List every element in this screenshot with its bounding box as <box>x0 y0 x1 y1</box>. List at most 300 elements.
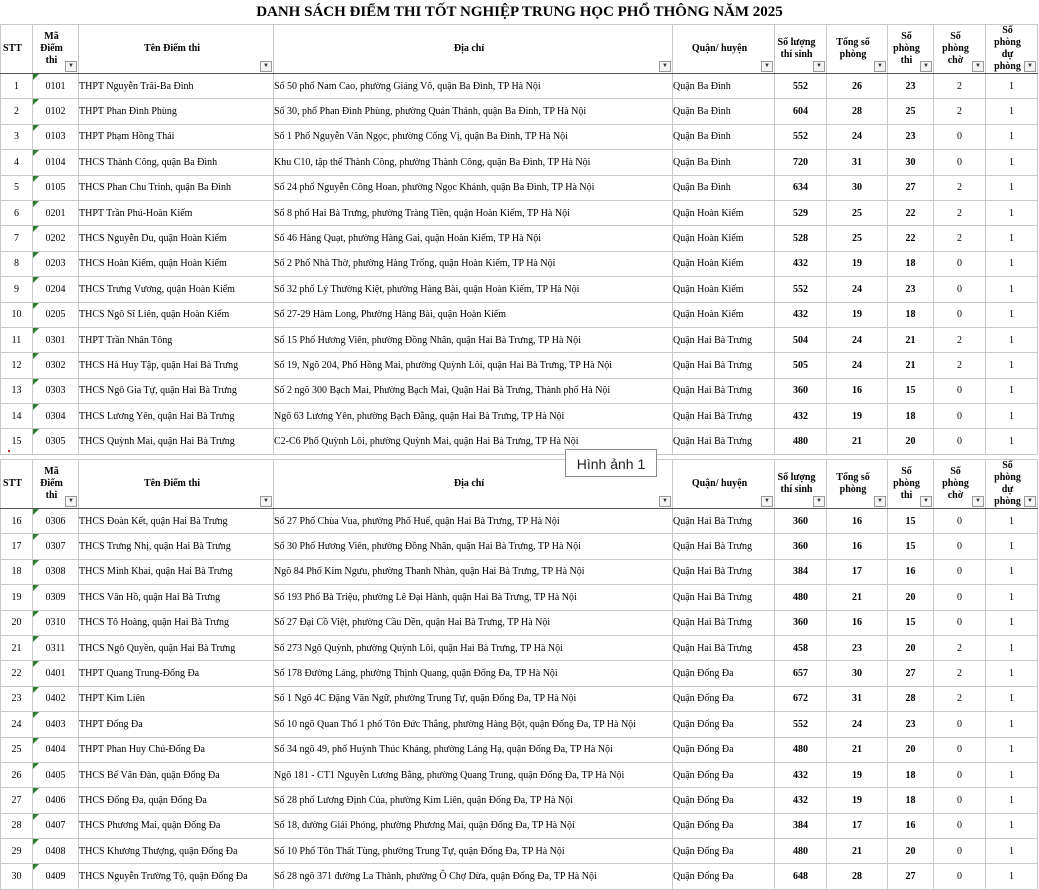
reserve-rooms-cell[interactable]: 1 <box>986 686 1038 711</box>
stt-cell[interactable]: 17 <box>1 534 33 559</box>
reserve-rooms-cell[interactable]: 1 <box>986 762 1038 787</box>
exam-rooms-cell[interactable]: 30 <box>888 150 934 175</box>
name-cell[interactable]: THCS Đoàn Kết, quận Hai Bà Trưng <box>79 509 274 534</box>
name-cell[interactable]: THCS Bế Văn Đàn, quận Đống Đa <box>79 762 274 787</box>
total-rooms-cell[interactable]: 25 <box>827 200 888 225</box>
candidates-cell[interactable]: 672 <box>775 686 827 711</box>
waiting-rooms-cell[interactable]: 0 <box>934 712 986 737</box>
district-cell[interactable]: Quận Hai Bà Trưng <box>673 353 775 378</box>
waiting-rooms-cell[interactable]: 0 <box>934 788 986 813</box>
exam-rooms-cell[interactable]: 27 <box>888 175 934 200</box>
total-rooms-cell[interactable]: 16 <box>827 610 888 635</box>
filter-dropdown-icon[interactable]: ▼ <box>1024 61 1036 72</box>
total-rooms-cell[interactable]: 19 <box>827 404 888 429</box>
stt-cell[interactable]: 11 <box>1 327 33 352</box>
district-cell[interactable]: Quận Đống Đa <box>673 737 775 762</box>
filter-dropdown-icon[interactable]: ▼ <box>813 61 825 72</box>
waiting-rooms-cell[interactable]: 2 <box>934 226 986 251</box>
total-rooms-cell[interactable]: 26 <box>827 74 888 99</box>
exam-rooms-cell[interactable]: 21 <box>888 327 934 352</box>
waiting-rooms-cell[interactable]: 0 <box>934 534 986 559</box>
code-cell[interactable]: 0403 <box>33 712 79 737</box>
stt-cell[interactable]: 4 <box>1 150 33 175</box>
waiting-rooms-cell[interactable]: 0 <box>934 864 986 889</box>
district-cell[interactable]: Quận Hoàn Kiếm <box>673 226 775 251</box>
name-cell[interactable]: THCS Ngô Sĩ Liên, quận Hoàn Kiếm <box>79 302 274 327</box>
filter-dropdown-icon[interactable]: ▼ <box>260 496 272 507</box>
code-cell[interactable]: 0408 <box>33 839 79 864</box>
reserve-rooms-cell[interactable]: 1 <box>986 610 1038 635</box>
district-cell[interactable]: Quận Hai Bà Trưng <box>673 404 775 429</box>
reserve-rooms-cell[interactable]: 1 <box>986 378 1038 403</box>
district-cell[interactable]: Quận Ba Đình <box>673 124 775 149</box>
code-cell[interactable]: 0407 <box>33 813 79 838</box>
waiting-rooms-cell[interactable]: 2 <box>934 635 986 660</box>
code-cell[interactable]: 0308 <box>33 559 79 584</box>
reserve-rooms-cell[interactable]: 1 <box>986 788 1038 813</box>
exam-rooms-cell[interactable]: 20 <box>888 635 934 660</box>
stt-cell[interactable]: 12 <box>1 353 33 378</box>
total-rooms-cell[interactable]: 19 <box>827 251 888 276</box>
code-cell[interactable]: 0406 <box>33 788 79 813</box>
total-rooms-cell[interactable]: 30 <box>827 661 888 686</box>
reserve-rooms-cell[interactable]: 1 <box>986 353 1038 378</box>
address-cell[interactable]: Số 8 phố Hai Bà Trưng, phường Tràng Tiền, quận Hoàn Kiếm, TP Hà Nội <box>274 200 673 225</box>
candidates-cell[interactable]: 552 <box>775 712 827 737</box>
reserve-rooms-cell[interactable]: 1 <box>986 534 1038 559</box>
waiting-rooms-cell[interactable]: 0 <box>934 509 986 534</box>
code-cell[interactable]: 0201 <box>33 200 79 225</box>
address-cell[interactable]: Số 28 ngõ 371 đường La Thành, phường Ô Chợ Dừa, quận Đống Đa, TP Hà Nội <box>274 864 673 889</box>
waiting-rooms-cell[interactable]: 0 <box>934 585 986 610</box>
code-cell[interactable]: 0205 <box>33 302 79 327</box>
stt-cell[interactable]: 13 <box>1 378 33 403</box>
reserve-rooms-cell[interactable]: 1 <box>986 404 1038 429</box>
name-cell[interactable]: THCS Vân Hồ, quận Hai Bà Trưng <box>79 585 274 610</box>
reserve-rooms-cell[interactable]: 1 <box>986 712 1038 737</box>
exam-rooms-cell[interactable]: 16 <box>888 813 934 838</box>
exam-rooms-cell[interactable]: 18 <box>888 788 934 813</box>
filter-dropdown-icon[interactable]: ▼ <box>920 61 932 72</box>
district-cell[interactable]: Quận Đống Đa <box>673 712 775 737</box>
candidates-cell[interactable]: 604 <box>775 99 827 124</box>
reserve-rooms-cell[interactable]: 1 <box>986 327 1038 352</box>
district-cell[interactable]: Quận Ba Đình <box>673 150 775 175</box>
stt-cell[interactable]: 19 <box>1 585 33 610</box>
address-cell[interactable]: Số 32 phố Lý Thường Kiệt, phường Hàng Bài, quận Hoàn Kiếm, TP Hà Nội <box>274 277 673 302</box>
name-cell[interactable]: THCS Nguyễn Du, quận Hoàn Kiếm <box>79 226 274 251</box>
waiting-rooms-cell[interactable]: 0 <box>934 429 986 454</box>
code-cell[interactable]: 0103 <box>33 124 79 149</box>
waiting-rooms-cell[interactable]: 2 <box>934 353 986 378</box>
filter-dropdown-icon[interactable]: ▼ <box>972 61 984 72</box>
district-cell[interactable]: Quận Hoàn Kiếm <box>673 251 775 276</box>
address-cell[interactable]: Khu C10, tập thể Thành Công, phường Thành Công, quận Ba Đình, TP Hà Nội <box>274 150 673 175</box>
stt-cell[interactable]: 27 <box>1 788 33 813</box>
total-rooms-cell[interactable]: 19 <box>827 762 888 787</box>
stt-cell[interactable]: 2 <box>1 99 33 124</box>
exam-rooms-cell[interactable]: 20 <box>888 737 934 762</box>
candidates-cell[interactable]: 552 <box>775 277 827 302</box>
district-cell[interactable]: Quận Đống Đa <box>673 813 775 838</box>
total-rooms-cell[interactable]: 16 <box>827 534 888 559</box>
total-rooms-cell[interactable]: 21 <box>827 839 888 864</box>
reserve-rooms-cell[interactable]: 1 <box>986 864 1038 889</box>
district-cell[interactable]: Quận Hai Bà Trưng <box>673 327 775 352</box>
exam-rooms-cell[interactable]: 16 <box>888 559 934 584</box>
waiting-rooms-cell[interactable]: 2 <box>934 74 986 99</box>
total-rooms-cell[interactable]: 17 <box>827 813 888 838</box>
exam-rooms-cell[interactable]: 18 <box>888 302 934 327</box>
exam-rooms-cell[interactable]: 20 <box>888 585 934 610</box>
filter-dropdown-icon[interactable]: ▼ <box>659 61 671 72</box>
district-cell[interactable]: Quận Đống Đa <box>673 788 775 813</box>
reserve-rooms-cell[interactable]: 1 <box>986 839 1038 864</box>
candidates-cell[interactable]: 528 <box>775 226 827 251</box>
code-cell[interactable]: 0405 <box>33 762 79 787</box>
exam-rooms-cell[interactable]: 23 <box>888 74 934 99</box>
reserve-rooms-cell[interactable]: 1 <box>986 585 1038 610</box>
code-cell[interactable]: 0302 <box>33 353 79 378</box>
name-cell[interactable]: THCS Tô Hoàng, quận Hai Bà Trưng <box>79 610 274 635</box>
code-cell[interactable]: 0301 <box>33 327 79 352</box>
address-cell[interactable]: Số 2 ngõ 300 Bạch Mai, Phường Bạch Mai, Quận Hai Bà Trưng, Thành phố Hà Nội <box>274 378 673 403</box>
candidates-cell[interactable]: 720 <box>775 150 827 175</box>
candidates-cell[interactable]: 432 <box>775 251 827 276</box>
code-cell[interactable]: 0304 <box>33 404 79 429</box>
name-cell[interactable]: THPT Trần Nhân Tông <box>79 327 274 352</box>
total-rooms-cell[interactable]: 30 <box>827 175 888 200</box>
exam-rooms-cell[interactable]: 15 <box>888 610 934 635</box>
filter-dropdown-icon[interactable]: ▼ <box>659 496 671 507</box>
total-rooms-cell[interactable]: 21 <box>827 429 888 454</box>
address-cell[interactable]: Số 1 Phố Nguyễn Văn Ngọc, phường Cống Vị, quận Ba Đình, TP Hà Nội <box>274 124 673 149</box>
address-cell[interactable]: Số 10 Phố Tôn Thất Tùng, phường Trung Tự, quận Đống Đa, TP Hà Nội <box>274 839 673 864</box>
name-cell[interactable]: THCS Lương Yên, quận Hai Bà Trưng <box>79 404 274 429</box>
district-cell[interactable]: Quận Hoàn Kiếm <box>673 277 775 302</box>
name-cell[interactable]: THCS Ngô Quyền, quận Hai Bà Trưng <box>79 635 274 660</box>
address-cell[interactable]: Số 50 phố Nam Cao, phường Giảng Võ, quận Ba Đình, TP Hà Nội <box>274 74 673 99</box>
name-cell[interactable]: THCS Thành Công, quận Ba Đình <box>79 150 274 175</box>
stt-cell[interactable]: 1 <box>1 74 33 99</box>
stt-cell[interactable]: 9 <box>1 277 33 302</box>
waiting-rooms-cell[interactable]: 0 <box>934 610 986 635</box>
reserve-rooms-cell[interactable]: 1 <box>986 226 1038 251</box>
candidates-cell[interactable]: 529 <box>775 200 827 225</box>
total-rooms-cell[interactable]: 24 <box>827 712 888 737</box>
code-cell[interactable]: 0101 <box>33 74 79 99</box>
district-cell[interactable]: Quận Hai Bà Trưng <box>673 559 775 584</box>
stt-cell[interactable]: 18 <box>1 559 33 584</box>
filter-dropdown-icon[interactable]: ▼ <box>874 61 886 72</box>
code-cell[interactable]: 0401 <box>33 661 79 686</box>
stt-cell[interactable]: 25 <box>1 737 33 762</box>
reserve-rooms-cell[interactable]: 1 <box>986 661 1038 686</box>
filter-dropdown-icon[interactable]: ▼ <box>1024 496 1036 507</box>
exam-rooms-cell[interactable]: 15 <box>888 509 934 534</box>
address-cell[interactable]: Số 15 Phố Hương Viên, phường Đồng Nhân, quận Hai Bà Trưng, TP Hà Nội <box>274 327 673 352</box>
reserve-rooms-cell[interactable]: 1 <box>986 99 1038 124</box>
total-rooms-cell[interactable]: 24 <box>827 277 888 302</box>
candidates-cell[interactable]: 432 <box>775 788 827 813</box>
filter-dropdown-icon[interactable]: ▼ <box>874 496 886 507</box>
waiting-rooms-cell[interactable]: 0 <box>934 302 986 327</box>
district-cell[interactable]: Quận Hoàn Kiếm <box>673 302 775 327</box>
candidates-cell[interactable]: 384 <box>775 813 827 838</box>
code-cell[interactable]: 0311 <box>33 635 79 660</box>
code-cell[interactable]: 0404 <box>33 737 79 762</box>
total-rooms-cell[interactable]: 17 <box>827 559 888 584</box>
code-cell[interactable]: 0307 <box>33 534 79 559</box>
stt-cell[interactable]: 16 <box>1 509 33 534</box>
exam-rooms-cell[interactable]: 18 <box>888 251 934 276</box>
address-cell[interactable]: Số 19, Ngõ 204, Phố Hồng Mai, phường Quỳnh Lôi, quận Hai Bà Trưng, TP Hà Nội <box>274 353 673 378</box>
district-cell[interactable]: Quận Ba Đình <box>673 74 775 99</box>
total-rooms-cell[interactable]: 24 <box>827 327 888 352</box>
stt-cell[interactable]: 21 <box>1 635 33 660</box>
district-cell[interactable]: Quận Hai Bà Trưng <box>673 378 775 403</box>
name-cell[interactable]: THPT Nguyễn Trãi-Ba Đình <box>79 74 274 99</box>
name-cell[interactable]: THPT Quang Trung-Đống Đa <box>79 661 274 686</box>
name-cell[interactable]: THPT Phạm Hồng Thái <box>79 124 274 149</box>
name-cell[interactable]: THCS Ngô Gia Tự, quận Hai Bà Trưng <box>79 378 274 403</box>
reserve-rooms-cell[interactable]: 1 <box>986 559 1038 584</box>
filter-dropdown-icon[interactable]: ▼ <box>761 496 773 507</box>
address-cell[interactable]: Số 10 ngõ Quan Thổ 1 phố Tôn Đức Thắng, phường Hàng Bột, quận Đống Đa, TP Hà Nội <box>274 712 673 737</box>
address-cell[interactable]: Số 27 Phố Chùa Vua, phường Phố Huế, quận Hai Bà Trưng, TP Hà Nội <box>274 509 673 534</box>
name-cell[interactable]: THPT Phan Đình Phùng <box>79 99 274 124</box>
total-rooms-cell[interactable]: 24 <box>827 124 888 149</box>
district-cell[interactable]: Quận Hai Bà Trưng <box>673 610 775 635</box>
total-rooms-cell[interactable]: 25 <box>827 226 888 251</box>
name-cell[interactable]: THCS Nguyễn Trường Tộ, quận Đống Đa <box>79 864 274 889</box>
reserve-rooms-cell[interactable]: 1 <box>986 251 1038 276</box>
total-rooms-cell[interactable]: 21 <box>827 737 888 762</box>
address-cell[interactable]: Số 27-29 Hàm Long, Phường Hàng Bài, quận Hoàn Kiếm <box>274 302 673 327</box>
total-rooms-cell[interactable]: 19 <box>827 788 888 813</box>
exam-rooms-cell[interactable]: 18 <box>888 762 934 787</box>
name-cell[interactable]: THPT Đống Đa <box>79 712 274 737</box>
stt-cell[interactable]: 20 <box>1 610 33 635</box>
stt-cell[interactable]: 6 <box>1 200 33 225</box>
reserve-rooms-cell[interactable]: 1 <box>986 200 1038 225</box>
exam-rooms-cell[interactable]: 22 <box>888 226 934 251</box>
filter-dropdown-icon[interactable]: ▼ <box>972 496 984 507</box>
reserve-rooms-cell[interactable]: 1 <box>986 277 1038 302</box>
code-cell[interactable]: 0305 <box>33 429 79 454</box>
reserve-rooms-cell[interactable]: 1 <box>986 302 1038 327</box>
stt-cell[interactable]: 28 <box>1 813 33 838</box>
name-cell[interactable]: THCS Quỳnh Mai, quận Hai Bà Trưng <box>79 429 274 454</box>
total-rooms-cell[interactable]: 16 <box>827 509 888 534</box>
name-cell[interactable]: THCS Đống Đa, quận Đống Đa <box>79 788 274 813</box>
code-cell[interactable]: 0203 <box>33 251 79 276</box>
address-cell[interactable]: Số 178 Đường Láng, phường Thịnh Quang, quận Đống Đa, TP Hà Nội <box>274 661 673 686</box>
reserve-rooms-cell[interactable]: 1 <box>986 737 1038 762</box>
exam-rooms-cell[interactable]: 25 <box>888 99 934 124</box>
total-rooms-cell[interactable]: 28 <box>827 99 888 124</box>
candidates-cell[interactable]: 504 <box>775 327 827 352</box>
address-cell[interactable]: Số 30 Phố Hương Viên, phường Đồng Nhân, quận Hai Bà Trưng, TP Hà Nội <box>274 534 673 559</box>
name-cell[interactable]: THCS Trưng Nhị, quận Hai Bà Trưng <box>79 534 274 559</box>
code-cell[interactable]: 0303 <box>33 378 79 403</box>
candidates-cell[interactable]: 480 <box>775 839 827 864</box>
exam-rooms-cell[interactable]: 15 <box>888 534 934 559</box>
waiting-rooms-cell[interactable]: 2 <box>934 661 986 686</box>
candidates-cell[interactable]: 552 <box>775 74 827 99</box>
district-cell[interactable]: Quận Hai Bà Trưng <box>673 509 775 534</box>
candidates-cell[interactable]: 657 <box>775 661 827 686</box>
exam-rooms-cell[interactable]: 22 <box>888 200 934 225</box>
reserve-rooms-cell[interactable]: 1 <box>986 509 1038 534</box>
district-cell[interactable]: Quận Đống Đa <box>673 661 775 686</box>
total-rooms-cell[interactable]: 31 <box>827 686 888 711</box>
exam-rooms-cell[interactable]: 27 <box>888 864 934 889</box>
total-rooms-cell[interactable]: 23 <box>827 635 888 660</box>
candidates-cell[interactable]: 360 <box>775 378 827 403</box>
stt-cell[interactable]: 5 <box>1 175 33 200</box>
filter-dropdown-icon[interactable]: ▼ <box>260 61 272 72</box>
stt-cell[interactable]: 26 <box>1 762 33 787</box>
address-cell[interactable]: Số 273 Ngô Quỳnh, phường Quỳnh Lôi, quận Hai Bà Trưng, TP Hà Nội <box>274 635 673 660</box>
code-cell[interactable]: 0402 <box>33 686 79 711</box>
name-cell[interactable]: THCS Khương Thượng, quận Đống Đa <box>79 839 274 864</box>
exam-rooms-cell[interactable]: 20 <box>888 429 934 454</box>
waiting-rooms-cell[interactable]: 0 <box>934 737 986 762</box>
candidates-cell[interactable]: 505 <box>775 353 827 378</box>
candidates-cell[interactable]: 360 <box>775 534 827 559</box>
district-cell[interactable]: Quận Đống Đa <box>673 762 775 787</box>
address-cell[interactable]: C2-C6 Phố Quỳnh Lôi, phường Quỳnh Mai, quận Hai Bà Trưng, TP Hà Nội <box>274 429 673 454</box>
stt-cell[interactable]: 3 <box>1 124 33 149</box>
address-cell[interactable]: Số 46 Hàng Quạt, phường Hàng Gai, quận Hoàn Kiếm, TP Hà Nội <box>274 226 673 251</box>
exam-rooms-cell[interactable]: 23 <box>888 277 934 302</box>
stt-cell[interactable]: 24 <box>1 712 33 737</box>
exam-rooms-cell[interactable]: 23 <box>888 124 934 149</box>
reserve-rooms-cell[interactable]: 1 <box>986 175 1038 200</box>
candidates-cell[interactable]: 634 <box>775 175 827 200</box>
stt-cell[interactable]: 22 <box>1 661 33 686</box>
candidates-cell[interactable]: 432 <box>775 302 827 327</box>
exam-rooms-cell[interactable]: 21 <box>888 353 934 378</box>
total-rooms-cell[interactable]: 16 <box>827 378 888 403</box>
name-cell[interactable]: THCS Phương Mai, quận Đống Đa <box>79 813 274 838</box>
address-cell[interactable]: Số 24 phố Nguyễn Công Hoan, phường Ngọc Khánh, quận Ba Đình, TP Hà Nội <box>274 175 673 200</box>
filter-dropdown-icon[interactable]: ▼ <box>761 61 773 72</box>
name-cell[interactable]: THPT Phan Huy Chú-Đống Đa <box>79 737 274 762</box>
address-cell[interactable]: Số 27 Đại Cồ Việt, phường Cầu Dền, quận Hai Bà Trưng, TP Hà Nội <box>274 610 673 635</box>
code-cell[interactable]: 0104 <box>33 150 79 175</box>
waiting-rooms-cell[interactable]: 2 <box>934 327 986 352</box>
district-cell[interactable]: Quận Hai Bà Trưng <box>673 585 775 610</box>
waiting-rooms-cell[interactable]: 2 <box>934 175 986 200</box>
candidates-cell[interactable]: 480 <box>775 429 827 454</box>
stt-cell[interactable]: 30 <box>1 864 33 889</box>
filter-dropdown-icon[interactable]: ▼ <box>813 496 825 507</box>
waiting-rooms-cell[interactable]: 0 <box>934 762 986 787</box>
stt-cell[interactable]: 14 <box>1 404 33 429</box>
district-cell[interactable]: Quận Đống Đa <box>673 839 775 864</box>
candidates-cell[interactable]: 360 <box>775 509 827 534</box>
address-cell[interactable]: Số 30, phố Phan Đình Phùng, phường Quán Thánh, quận Ba Đình, TP Hà Nội <box>274 99 673 124</box>
candidates-cell[interactable]: 480 <box>775 737 827 762</box>
district-cell[interactable]: Quận Đống Đa <box>673 686 775 711</box>
code-cell[interactable]: 0105 <box>33 175 79 200</box>
waiting-rooms-cell[interactable]: 0 <box>934 813 986 838</box>
stt-cell[interactable]: 29 <box>1 839 33 864</box>
candidates-cell[interactable]: 552 <box>775 124 827 149</box>
reserve-rooms-cell[interactable]: 1 <box>986 150 1038 175</box>
address-cell[interactable]: Số 18, đường Giải Phóng, phường Phương Mai, quận Đống Đa, TP Hà Nội <box>274 813 673 838</box>
candidates-cell[interactable]: 384 <box>775 559 827 584</box>
district-cell[interactable]: Quận Hai Bà Trưng <box>673 635 775 660</box>
exam-rooms-cell[interactable]: 20 <box>888 839 934 864</box>
stt-cell[interactable]: 8 <box>1 251 33 276</box>
district-cell[interactable]: Quận Hai Bà Trưng <box>673 429 775 454</box>
code-cell[interactable]: 0306 <box>33 509 79 534</box>
total-rooms-cell[interactable]: 28 <box>827 864 888 889</box>
code-cell[interactable]: 0309 <box>33 585 79 610</box>
name-cell[interactable]: THCS Hà Huy Tập, quận Hai Bà Trưng <box>79 353 274 378</box>
address-cell[interactable]: Số 28 phố Lương Định Của, phường Kim Liên, quận Đống Đa, TP Hà Nội <box>274 788 673 813</box>
waiting-rooms-cell[interactable]: 0 <box>934 559 986 584</box>
exam-rooms-cell[interactable]: 15 <box>888 378 934 403</box>
waiting-rooms-cell[interactable]: 0 <box>934 378 986 403</box>
name-cell[interactable]: THPT Trần Phú-Hoàn Kiếm <box>79 200 274 225</box>
address-cell[interactable]: Ngõ 63 Lương Yên, phường Bạch Đằng, quận Hai Bà Trưng, TP Hà Nội <box>274 404 673 429</box>
name-cell[interactable]: THCS Phan Chu Trinh, quận Ba Đình <box>79 175 274 200</box>
filter-dropdown-icon[interactable]: ▼ <box>65 61 77 72</box>
total-rooms-cell[interactable]: 24 <box>827 353 888 378</box>
exam-rooms-cell[interactable]: 27 <box>888 661 934 686</box>
district-cell[interactable]: Quận Ba Đình <box>673 99 775 124</box>
waiting-rooms-cell[interactable]: 0 <box>934 124 986 149</box>
waiting-rooms-cell[interactable]: 0 <box>934 404 986 429</box>
exam-rooms-cell[interactable]: 18 <box>888 404 934 429</box>
district-cell[interactable]: Quận Ba Đình <box>673 175 775 200</box>
address-cell[interactable]: Ngõ 181 - CT1 Nguyễn Lương Bằng, phường Quang Trung, quận Đống Đa, TP Hà Nội <box>274 762 673 787</box>
name-cell[interactable]: THCS Trưng Vương, quận Hoàn Kiếm <box>79 277 274 302</box>
stt-cell[interactable]: 23 <box>1 686 33 711</box>
address-cell[interactable]: Số 193 Phố Bà Triệu, phường Lê Đại Hành, quận Hai Bà Trưng, TP Hà Nội <box>274 585 673 610</box>
filter-dropdown-icon[interactable]: ▼ <box>920 496 932 507</box>
stt-cell[interactable]: 15 <box>1 429 33 454</box>
address-cell[interactable]: Số 2 Phố Nhà Thờ, phường Hàng Trống, quận Hoàn Kiếm, TP Hà Nội <box>274 251 673 276</box>
name-cell[interactable]: THPT Kim Liên <box>79 686 274 711</box>
reserve-rooms-cell[interactable]: 1 <box>986 813 1038 838</box>
candidates-cell[interactable]: 360 <box>775 610 827 635</box>
exam-rooms-cell[interactable]: 28 <box>888 686 934 711</box>
candidates-cell[interactable]: 648 <box>775 864 827 889</box>
district-cell[interactable]: Quận Hoàn Kiếm <box>673 200 775 225</box>
stt-cell[interactable]: 7 <box>1 226 33 251</box>
exam-rooms-cell[interactable]: 23 <box>888 712 934 737</box>
reserve-rooms-cell[interactable]: 1 <box>986 635 1038 660</box>
name-cell[interactable]: THCS Minh Khai, quận Hai Bà Trưng <box>79 559 274 584</box>
address-cell[interactable]: Số 34 ngõ 49, phố Huỳnh Thúc Kháng, phường Láng Hạ, quận Đống Đa, TP Hà Nội <box>274 737 673 762</box>
candidates-cell[interactable]: 432 <box>775 404 827 429</box>
total-rooms-cell[interactable]: 21 <box>827 585 888 610</box>
stt-cell[interactable]: 10 <box>1 302 33 327</box>
waiting-rooms-cell[interactable]: 0 <box>934 251 986 276</box>
address-cell[interactable]: Số 1 Ngõ 4C Đặng Văn Ngữ, phường Trung Tự, quận Đống Đa, TP Hà Nội <box>274 686 673 711</box>
total-rooms-cell[interactable]: 31 <box>827 150 888 175</box>
candidates-cell[interactable]: 458 <box>775 635 827 660</box>
waiting-rooms-cell[interactable]: 0 <box>934 150 986 175</box>
address-cell[interactable]: Ngõ 84 Phố Kim Ngưu, phường Thanh Nhàn, quận Hai Bà Trưng, TP Hà Nội <box>274 559 673 584</box>
code-cell[interactable]: 0202 <box>33 226 79 251</box>
reserve-rooms-cell[interactable]: 1 <box>986 429 1038 454</box>
